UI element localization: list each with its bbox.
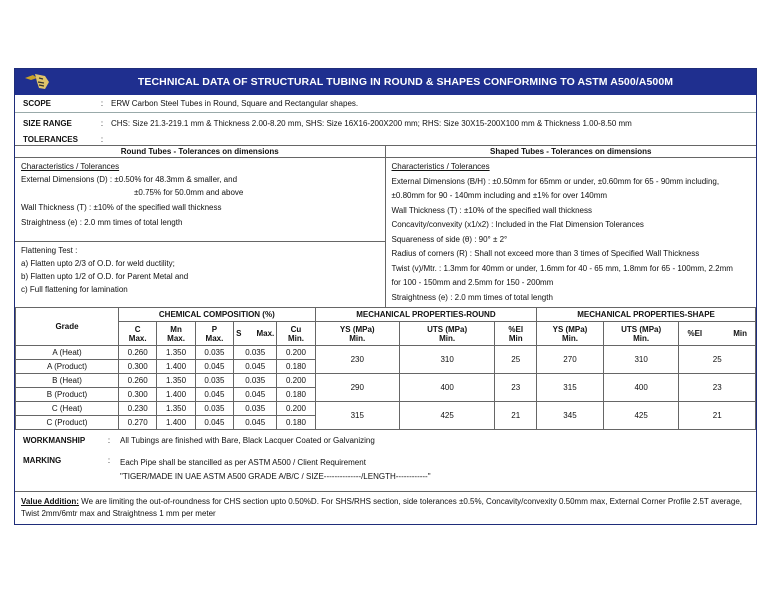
col-r-uts: UTS (MPa) Min. (399, 322, 495, 346)
tiger-logo-icon (23, 72, 53, 92)
shaped-tolerances (386, 146, 757, 307)
marking-row: MARKING : Each Pipe shall be stancilled as per ASTM A500 / Client Requirement "TIGER/MADE IN UAE ASTM A500 GRADE A/B/C / SIZE--------------/LENGTH------------" (15, 448, 756, 487)
value-addition (15, 491, 756, 524)
mech-shape-header: MECHANICAL PROPERTIES-SHAPE (537, 308, 756, 322)
shaped-square: Squareness of side (θ) : 90° ± 2° (391, 234, 508, 244)
notes-section (15, 430, 756, 524)
shaped-twist-2: for 100 - 150mm and 2.5mm for 150 - 200mm (391, 278, 554, 287)
title-bar (15, 69, 756, 95)
value-addition-label: Value Addition: (21, 497, 79, 506)
shaped-header: Shaped Tubes - Tolerances on dimensions (386, 146, 757, 158)
shaped-ext-2: ±0.80mm for 90 - 140mm including and ±1% for over 140mm (391, 191, 608, 200)
shaped-concavity: Concavity/convexity (x1/x2) : Included in the Flat Dimension Tolerances (391, 220, 644, 229)
round-straight: Straightness (e) : 2.0 mm times of total length (21, 218, 183, 227)
tolerances-row: TOLERANCES : (15, 133, 756, 146)
table-row: B (Product) 0.300 1.400 0.045 0.045 0.180 (16, 388, 756, 402)
flat-c: c) Full flattening for lamination (21, 285, 128, 294)
shaped-twist-1: Twist (v)/Mtr. : 1.3mm for 40mm or under, 1.6mm for 40 - 65 mm, 1.8mm for 65 - 100mm, 2.2mm (391, 263, 733, 273)
tolerance-section (15, 146, 756, 307)
table-row: A (Heat) 0.260 1.350 0.035 0.035 0.200 230 310 25 270 310 25 (16, 346, 756, 360)
round-ext-dim-1: External Dimensions (D) : ±0.50% for 48.3mm & smaller, and (21, 175, 238, 184)
chem-header: CHEMICAL COMPOSITION (%) (119, 308, 316, 322)
col-s-el: %El Min (679, 322, 756, 346)
col-r-el: %El Min (495, 322, 537, 346)
workmanship-label: WORKMANSHIP (23, 436, 86, 445)
value-addition-text: We are limiting the out-of-roundness for CHS section upto 0.50%D. For SHS/RHS section, side tolerances ±0.5%, Concavity/convexity 0.50mm max, External Corner Profile 2.5T average, Twist 2mm/6mtr max and Straightness 1 mm per meter (21, 497, 743, 518)
table-row: C (Product) 0.270 1.400 0.045 0.045 0.180 (16, 416, 756, 430)
col-s: S Max. (234, 322, 277, 346)
scope-row: SCOPE : ERW Carbon Steel Tubes in Round, Square and Rectangular shapes. (15, 95, 756, 113)
page-title: TECHNICAL DATA OF STRUCTURAL TUBING IN ROUND & SHAPES CONFORMING TO ASTM A500/A500M (137, 76, 674, 88)
table-row: B (Heat) 0.260 1.350 0.035 0.035 0.200 290 400 23 315 400 23 (16, 374, 756, 388)
workmanship-value: All Tubings are finished with Bare, Black Lacquer Coated or Galvanizing (120, 436, 375, 445)
scope-label: SCOPE (23, 99, 52, 108)
col-cu: Cu Min. (277, 322, 315, 346)
properties-table (15, 307, 756, 430)
flat-title: Flattening Test : (21, 246, 78, 255)
round-char-label: Characteristics / Tolerances (21, 162, 120, 171)
shaped-wall: Wall Thickness (T) : ±10% of the specified wall thickness (391, 205, 592, 215)
round-tolerances (15, 146, 386, 307)
round-wall: Wall Thickness (T) : ±10% of the specified wall thickness (21, 203, 222, 212)
marking-label: MARKING (23, 456, 62, 465)
round-header: Round Tubes - Tolerances on dimensions (15, 146, 385, 158)
grade-header: Grade (16, 308, 119, 346)
shaped-ext-1: External Dimensions (B/H) : ±0.50mm for 65mm or under, ±0.60mm for 65 - 90mm including, (391, 176, 720, 186)
col-s-uts: UTS (MPa) Min. (603, 322, 679, 346)
mech-round-header: MECHANICAL PROPERTIES-ROUND (315, 308, 536, 322)
table-row: C (Heat) 0.230 1.350 0.035 0.035 0.200 315 425 21 345 425 21 (16, 402, 756, 416)
col-mn: Mn Max. (157, 322, 195, 346)
shaped-radius: Radius of corners (R) : Shall not exceed more than 3 times of Specified Wall Thickness (391, 249, 700, 258)
marking-value-1: Each Pipe shall be stancilled as per ASTM A500 / Client Requirement (120, 458, 366, 467)
col-p: P Max. (195, 322, 233, 346)
marking-value-2: "TIGER/MADE IN UAE ASTM A500 GRADE A/B/C / SIZE--------------/LENGTH------------" (120, 472, 431, 481)
table-row: A (Product) 0.300 1.400 0.045 0.045 0.180 (16, 360, 756, 374)
col-c: C Max. (119, 322, 157, 346)
col-s-ys: YS (MPa) Min. (537, 322, 604, 346)
col-r-ys: YS (MPa) Min. (315, 322, 399, 346)
size-range-label: SIZE RANGE (23, 118, 72, 128)
scope-value: ERW Carbon Steel Tubes in Round, Square and Rectangular shapes. (111, 99, 359, 108)
round-ext-dim-2: ±0.75% for 50.0mm and above (134, 188, 244, 197)
size-range-row: SIZE RANGE : CHS: Size 21.3-219.1 mm & Thickness 2.00-8.20 mm, SHS: Size 16X16-200X200 mm; RHS: Size 30X15-200X100 mm & Thickness 1.00-8.50 mm (15, 113, 756, 133)
workmanship-row: WORKMANSHIP : All Tubings are finished with Bare, Black Lacquer Coated or Galvanizing (15, 430, 756, 448)
flat-a: a) Flatten upto 2/3 of O.D. for weld ductility; (21, 259, 175, 268)
shaped-char-label: Characteristics / Tolerances (391, 162, 490, 171)
tolerances-label: TOLERANCES (23, 134, 78, 144)
size-range-value: CHS: Size 21.3-219.1 mm & Thickness 2.00-8.20 mm, SHS: Size 16X16-200X200 mm; RHS: Size 30X15-200X100 mm & Thickness 1.00-8.50 mm (111, 118, 632, 128)
tech-data-sheet (14, 68, 757, 525)
shaped-straight: Straightness (e) : 2.0 mm times of total length (391, 292, 553, 302)
flat-b: b) Flatten upto 1/2 of O.D. for Parent Metal and (21, 272, 189, 281)
